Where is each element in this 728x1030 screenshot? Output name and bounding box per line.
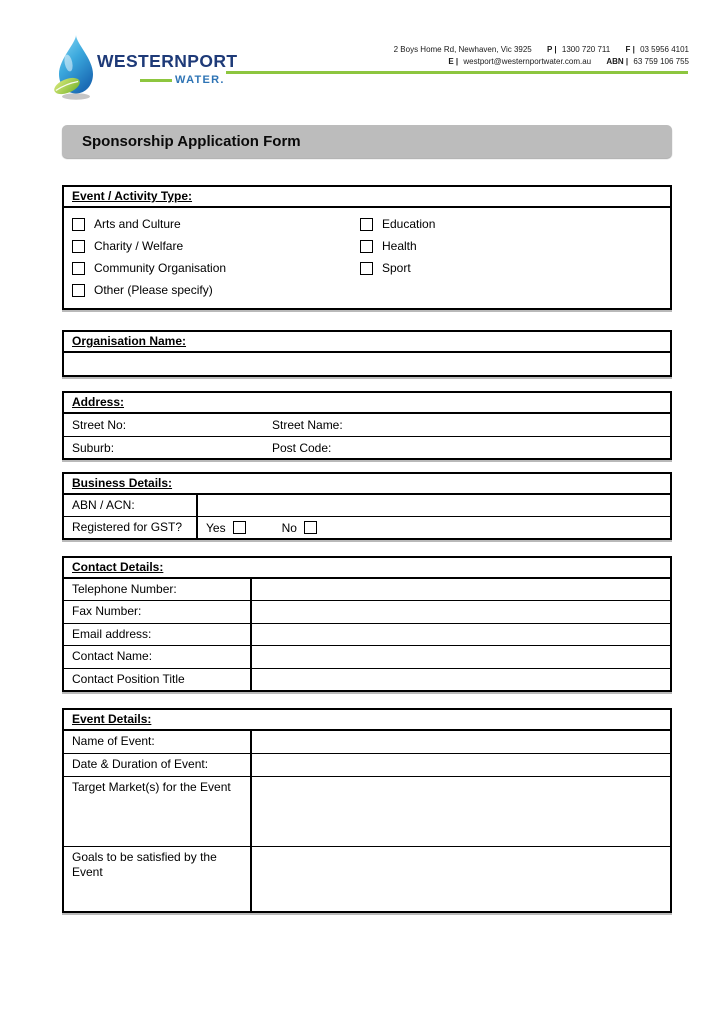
option-label: Education — [382, 217, 436, 231]
fax-number: 03 5956 4101 — [640, 45, 689, 54]
telephone-label: Telephone Number: — [64, 579, 252, 600]
gst-options — [198, 517, 670, 538]
contact-line-2 — [391, 56, 689, 68]
option-education — [360, 213, 435, 235]
target-market-row — [64, 776, 670, 846]
header-rule-line — [226, 71, 688, 74]
checkbox-other[interactable] — [72, 284, 85, 297]
option-arts-and-culture — [72, 213, 226, 235]
email-address: westport@westernportwater.com.au — [463, 56, 592, 66]
abn-acn-row — [64, 495, 670, 516]
option-other — [72, 279, 226, 301]
event-date-input-cell[interactable] — [252, 754, 670, 776]
gst-yes-label: Yes — [206, 520, 226, 535]
event-type-left-column — [72, 213, 226, 301]
brand-green-bar — [140, 79, 172, 82]
goals-label: Goals to be satisfied by the Event — [64, 847, 252, 911]
post-code-label: Post Code: — [272, 441, 332, 455]
checkbox-education[interactable] — [360, 218, 373, 231]
target-market-label: Target Market(s) for the Event — [64, 777, 252, 846]
organisation-name-input-cell[interactable] — [64, 353, 670, 375]
gst-no-label: No — [281, 520, 297, 535]
checkbox-sport[interactable] — [360, 262, 373, 275]
section-heading: Organisation Name: — [64, 332, 670, 353]
checkbox-health[interactable] — [360, 240, 373, 253]
event-name-input-cell[interactable] — [252, 731, 670, 753]
gst-row — [64, 516, 670, 538]
phone-number: 1300 720 711 — [561, 45, 611, 54]
checkbox-community-organisation[interactable] — [72, 262, 85, 275]
abn-number: 63 759 106 755 — [633, 56, 689, 66]
phone-label: P | — [547, 45, 557, 54]
section-contact-details — [62, 556, 672, 692]
brand-name: WESTERNPORT — [97, 51, 238, 71]
email-row — [64, 623, 670, 645]
checkbox-gst-no[interactable] — [304, 521, 317, 534]
fax-input-cell[interactable] — [252, 601, 670, 622]
contact-position-input-cell[interactable] — [252, 669, 670, 690]
option-community-organisation — [72, 257, 226, 279]
contact-line-1 — [391, 44, 689, 56]
section-heading: Event Details: — [64, 710, 670, 731]
water-drop-logo-icon — [52, 33, 100, 101]
fax-label: F | — [625, 45, 635, 54]
contact-name-label: Contact Name: — [64, 646, 252, 667]
section-heading: Event / Activity Type: — [64, 187, 670, 208]
event-name-row — [64, 731, 670, 753]
abn-acn-input-cell[interactable] — [198, 495, 670, 516]
section-event-activity-type — [62, 185, 672, 310]
option-health — [360, 235, 435, 257]
section-heading: Business Details: — [64, 474, 670, 495]
target-market-input-cell[interactable] — [252, 777, 670, 846]
section-heading: Contact Details: — [64, 558, 670, 579]
option-label: Other (Please specify) — [94, 283, 213, 297]
section-heading: Address: — [64, 393, 670, 414]
contact-position-label: Contact Position Title — [64, 669, 252, 690]
street-no-label: Street No: — [72, 418, 127, 432]
contact-position-row — [64, 668, 670, 690]
address-row-1[interactable] — [64, 414, 670, 437]
checkbox-arts-and-culture[interactable] — [72, 218, 85, 231]
checkbox-gst-yes[interactable] — [233, 521, 246, 534]
brand-subname: WATER. — [175, 74, 225, 86]
fax-row — [64, 600, 670, 622]
email-label: Email address: — [64, 624, 252, 645]
contact-name-input-cell[interactable] — [252, 646, 670, 667]
section-address — [62, 391, 672, 460]
abn-label: ABN | — [606, 56, 629, 66]
email-label: E | — [448, 56, 459, 66]
option-sport — [360, 257, 435, 279]
form-title-bar — [62, 125, 672, 158]
address-row-2[interactable] — [64, 437, 670, 460]
suburb-label: Suburb: — [72, 441, 115, 455]
telephone-row — [64, 579, 670, 600]
goals-input-cell[interactable] — [252, 847, 670, 911]
street-name-label: Street Name: — [272, 418, 343, 432]
fax-label: Fax Number: — [64, 601, 252, 622]
section-business-details — [62, 472, 672, 540]
section-event-details — [62, 708, 672, 913]
telephone-input-cell[interactable] — [252, 579, 670, 600]
goals-row — [64, 846, 670, 911]
option-label: Arts and Culture — [94, 217, 181, 231]
option-label: Community Organisation — [94, 261, 227, 275]
option-label: Charity / Welfare — [94, 239, 184, 253]
section-organisation-name — [62, 330, 672, 377]
email-input-cell[interactable] — [252, 624, 670, 645]
contact-name-row — [64, 645, 670, 667]
form-title: Sponsorship Application Form — [82, 133, 301, 150]
option-label: Health — [382, 239, 417, 253]
event-name-label: Name of Event: — [64, 731, 252, 753]
option-charity-welfare — [72, 235, 226, 257]
event-type-right-column — [360, 213, 435, 279]
gst-label: Registered for GST? — [64, 517, 198, 538]
event-date-label: Date & Duration of Event: — [64, 754, 252, 776]
event-date-row — [64, 753, 670, 776]
abn-acn-label: ABN / ACN: — [64, 495, 198, 516]
street-address: 2 Boys Home Rd, Newhaven, Vic 3925 — [393, 45, 532, 54]
header-contact-block — [391, 44, 689, 67]
checkbox-charity-welfare[interactable] — [72, 240, 85, 253]
option-label: Sport — [382, 261, 411, 275]
